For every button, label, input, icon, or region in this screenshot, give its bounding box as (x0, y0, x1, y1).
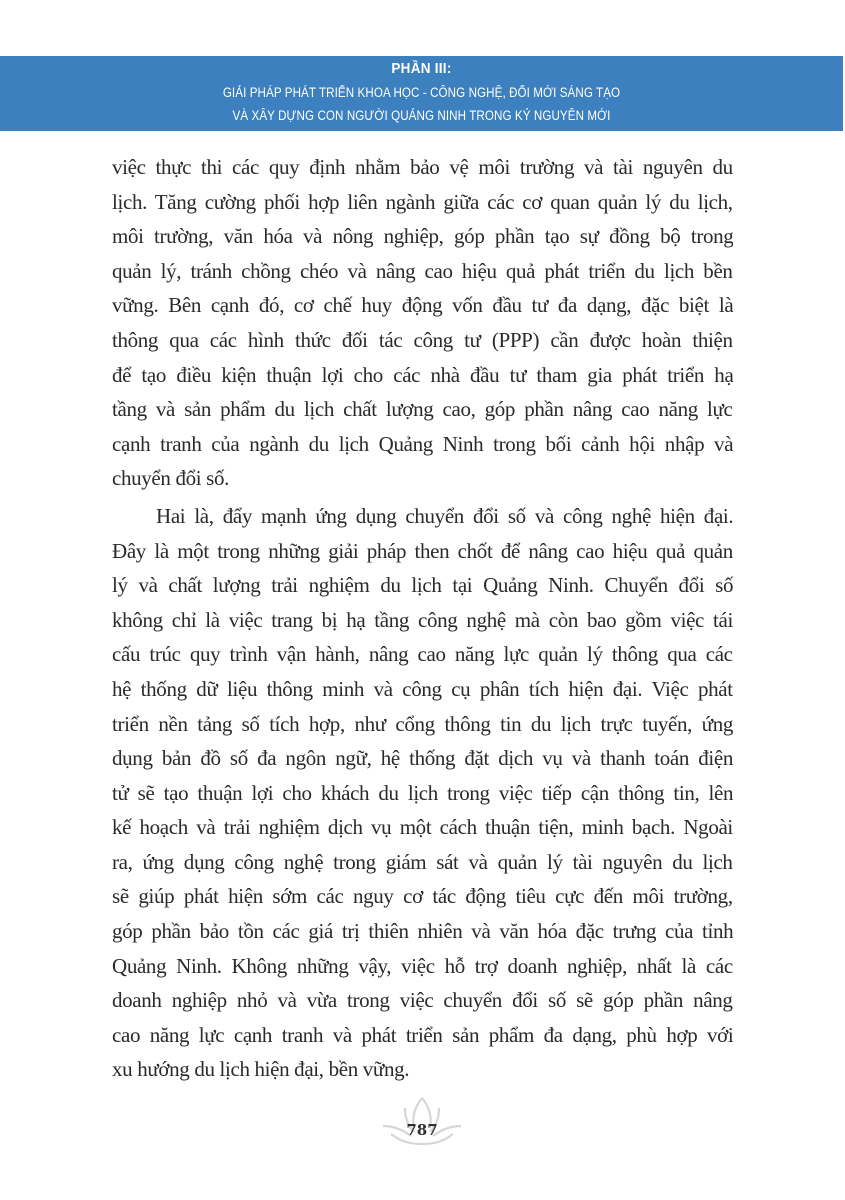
text-line: cấu trúc quy trình vận hành, nâng cao năng lực quản lý thông qua các (112, 642, 733, 667)
text-line: doanh nghiệp nhỏ và vừa trong việc chuyển đổi số sẽ góp phần nâng (112, 988, 733, 1013)
text-line: góp phần bảo tồn các giá trị thiên nhiên và văn hóa đặc trưng của tỉnh (112, 919, 733, 944)
text-line: Đây là một trong những giải pháp then chốt để nâng cao hiệu quả quản (112, 538, 733, 563)
paragraph-1 (112, 150, 733, 496)
text-line: quản lý, tránh chồng chéo và nâng cao hiệu quả phát triển du lịch bền (112, 258, 733, 283)
text-line: cao năng lực cạnh tranh và phát triển sản phẩm đa dạng, phù hợp với (112, 1022, 733, 1047)
chapter-header-band (0, 56, 843, 131)
text-line: hệ thống dữ liệu thông minh và công cụ phân tích hiện đại. Việc phát (112, 676, 733, 701)
text-line: vững. Bên cạnh đó, cơ chế huy động vốn đầu tư đa dạng, đặc biệt là (112, 293, 733, 318)
text-line: tử sẽ tạo thuận lợi cho khách du lịch trong việc tiếp cận thông tin, lên (112, 780, 733, 805)
text-line: tầng và sản phẩm du lịch chất lượng cao, góp phần nâng cao năng lực (112, 397, 733, 422)
text-line: việc thực thi các quy định nhằm bảo vệ môi trường và tài nguyên du (112, 155, 733, 179)
text-line: cạnh tranh của ngành du lịch Quảng Ninh trong bối cảnh hội nhập và (112, 431, 733, 456)
text-line: không chỉ là việc trang bị hạ tầng công nghệ mà còn bao gồm việc tái (112, 607, 733, 632)
text-line: lý và chất lượng trải nghiệm du lịch tại Quảng Ninh. Chuyển đổi số (112, 573, 733, 598)
text-line: Quảng Ninh. Không những vậy, việc hỗ trợ doanh nghiệp, nhất là các (112, 953, 733, 978)
text-line: Hai là, đẩy mạnh ứng dụng chuyển đổi số và công nghệ hiện đại. (156, 503, 733, 528)
chapter-subtitle-line-2: VÀ XÂY DỰNG CON NGƯỜI QUẢNG NINH TRONG KỶ NGUYÊN MỚI (232, 108, 611, 123)
text-line: thông qua các hình thức đối tác công tư (PPP) cần được hoàn thiện (112, 327, 733, 352)
body-text (112, 150, 733, 1087)
text-line: lịch. Tăng cường phối hợp liên ngành giữa các cơ quan quản lý du lịch, (112, 189, 733, 214)
text-line: kế hoạch và trải nghiệm dịch vụ một cách thuận tiện, minh bạch. Ngoài (112, 815, 733, 840)
page-number: 787 (406, 1121, 438, 1139)
text-line: triển nền tảng số tích hợp, như cổng thông tin du lịch trực tuyến, ứng (112, 711, 733, 736)
chapter-subtitle-line-1: GIẢI PHÁP PHÁT TRIỂN KHOA HỌC - CÔNG NGHỆ, ĐỔI MỚI SÁNG TẠO (222, 85, 621, 100)
text-line: để tạo điều kiện thuận lợi cho các nhà đầu tư tham gia phát triển hạ (112, 362, 733, 387)
text-line: xu hướng du lịch hiện đại, bền vững. (112, 1057, 410, 1082)
paragraph-2 (112, 499, 733, 1087)
text-line: sẽ giúp phát hiện sớm các nguy cơ tác động tiêu cực đến môi trường, (112, 884, 733, 909)
text-line: chuyển đổi số. (112, 466, 229, 491)
text-line: ra, ứng dụng công nghệ trong giám sát và quản lý tài nguyên du lịch (112, 849, 733, 874)
text-line: dụng bản đồ số đa ngôn ngữ, hệ thống đặt dịch vụ và thanh toán điện (112, 746, 733, 771)
text-line: môi trường, văn hóa và nông nghiệp, góp phần tạo sự đồng bộ trong (112, 224, 733, 249)
part-title: PHẦN III: (391, 60, 452, 77)
